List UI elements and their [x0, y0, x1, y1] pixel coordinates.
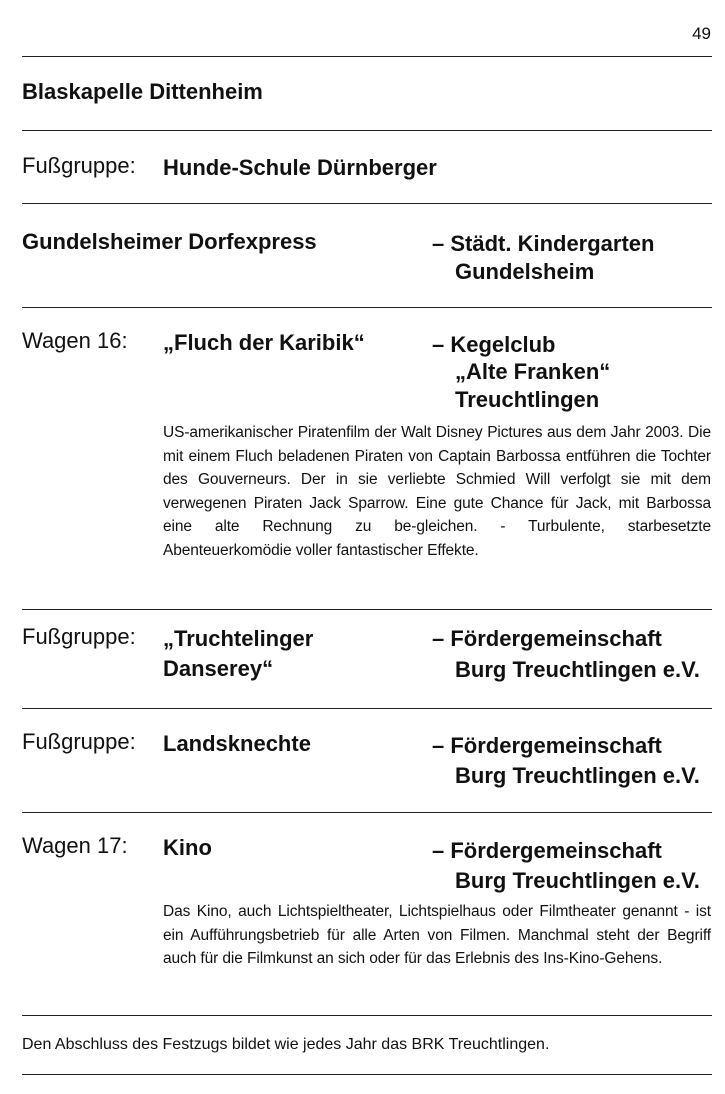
divider [22, 203, 712, 204]
entry-description: US-amerikanischer Piratenfilm der Walt Disney Pictures aus dem Jahr 2003. Die mit einem Fluch beladenen Piraten von Captain Barbossa entführen die Tochter des Gouverneurs. Der in sie verliebte Schmied Will verfolgt sie mit dem verwegenen Piraten Jack Sparrow. Eine gute Chance für Jack, mit Barbossa eine alte Rechnung zu be-gleichen. - Turbulente, starbesetzte Abenteuerkomödie voller fantastischer Effekte. [163, 424, 711, 559]
entry-label: Fußgruppe: [22, 153, 136, 178]
divider [22, 307, 712, 308]
entry-title: „Fluch der Karibik“ [163, 330, 365, 355]
divider [22, 56, 712, 57]
footer-note: Den Abschluss des Festzugs bildet wie jedes Jahr das BRK Treuchtlingen. [22, 1036, 550, 1053]
sponsor-line: Burg Treuchtlingen e.V. [455, 763, 700, 788]
sponsor-line: – Städt. Kindergarten [432, 231, 655, 256]
entry-title: Hunde-Schule Dürnberger [163, 155, 437, 180]
entry-title-line: Danserey“ [163, 656, 274, 681]
sponsor-line: Burg Treuchtlingen e.V. [455, 657, 700, 682]
entry-title: Landsknechte [163, 731, 311, 756]
sponsor-line: Gundelsheim [455, 259, 595, 284]
divider [22, 609, 712, 610]
entry-label: Fußgruppe: [22, 624, 136, 649]
entry-label: Wagen 16: [22, 328, 128, 353]
entry-description: Das Kino, auch Lichtspieltheater, Lichtspielhaus oder Filmtheater genannt - ist ein Aufführungsbetrieb für alle Arten von Filmen. Manchmal steht der Begriff auch für die Filmkunst an sich oder für das Erlebnis des Ins-Kino-Gehens. [163, 903, 711, 967]
sponsor-line: – Kegelclub [432, 332, 556, 357]
entry-label: Fußgruppe: [22, 729, 136, 754]
sponsor-line: „Alte Franken“ [455, 359, 611, 384]
divider [22, 1015, 712, 1016]
divider [22, 708, 712, 709]
sponsor-line: Burg Treuchtlingen e.V. [455, 868, 700, 893]
entry-title: Kino [163, 835, 212, 860]
divider [22, 1074, 712, 1075]
sponsor-line: – Fördergemeinschaft [432, 838, 662, 863]
sponsor-line: – Fördergemeinschaft [432, 626, 662, 651]
divider [22, 812, 712, 813]
entry-label: Wagen 17: [22, 833, 128, 858]
entry-title: Gundelsheimer Dorfexpress [22, 229, 317, 254]
entry-title-line: „Truchtelinger [163, 626, 314, 651]
sponsor-line: Treuchtlingen [455, 387, 600, 412]
divider [22, 130, 712, 131]
page-number: 49 [692, 24, 711, 43]
entry-title: Blaskapelle Dittenheim [22, 79, 263, 104]
sponsor-line: – Fördergemeinschaft [432, 733, 662, 758]
